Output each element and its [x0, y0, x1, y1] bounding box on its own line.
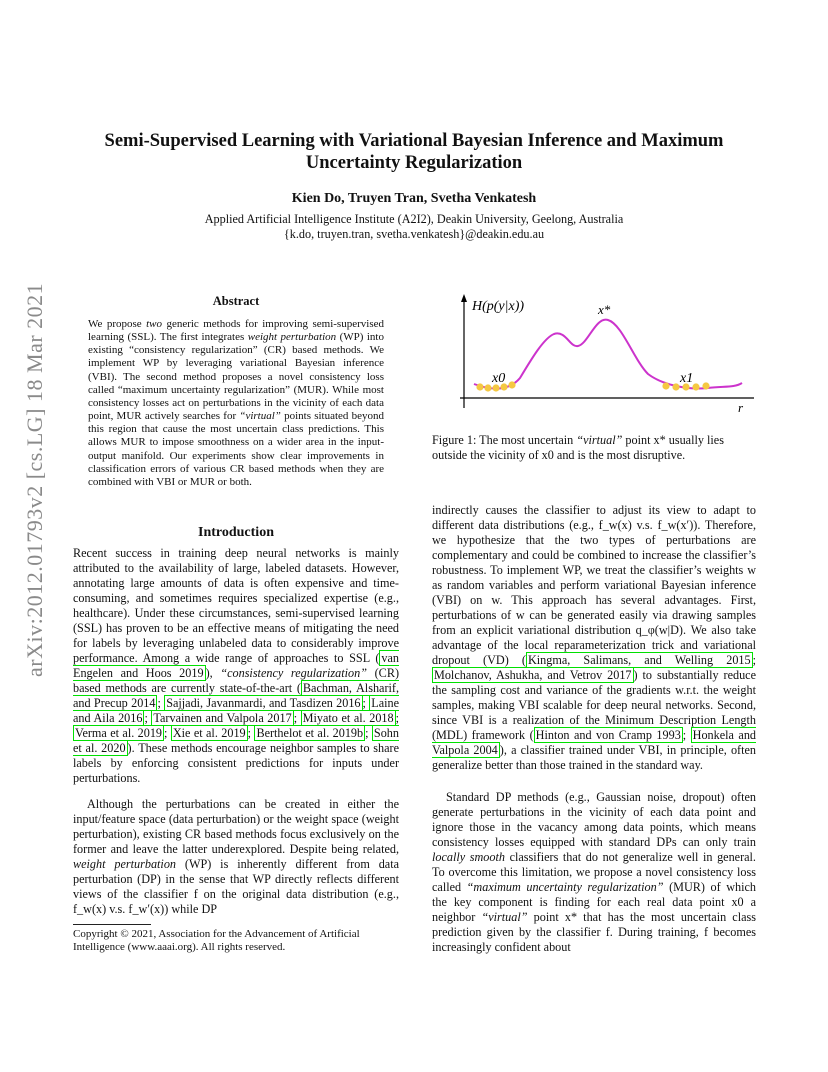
figure-1-caption: [432, 433, 756, 463]
text-seg: (CR) based methods are currently state-of-the-art (: [73, 666, 399, 695]
text-seg: (MUR) of which the key component is finding for each real data point x0 a neighbor: [432, 880, 756, 924]
text-seg: indirectly causes the classifier to adjust its view to adapt to different data distributions (e.g., f_w(x) v.s. f_w(x′)). Therefore, we hypothesize that the two types of perturbations are complementary and could be combined to increase the classifier’s robustness. To implement WP, we treat the classifier’s weights w as random variables and perform variational Bayesian inference (VBI) on w. This approach has several advantages. First, perturbations of w can be generated easily via drawing samples from an explicit variational distribution q_φ(w|D). We also take advantage of the local reparameterization trick and variational dropout (VD) (: [432, 503, 756, 667]
abstract-seg: We propose: [88, 318, 147, 330]
footnote-rule: [73, 924, 151, 925]
abstract-seg: (WP) into existing “consistency regularization” (CR) based methods. We implement WP by leveraging variational Bayesian inference (VBI). The second method proposes a novel consistency loss called “maximum uncertainty regularization” (MUR). While most consistency losses act on perturbations in the vicinity of each data point, MUR actively searches for: [88, 331, 384, 423]
copyright-notice: Copyright © 2021, Association for the Advancement of Artificial Intelligence (www.aaai.org). All rights reserved.: [73, 928, 360, 953]
label-x0: x0: [492, 371, 506, 386]
text-seg: ;: [247, 726, 255, 740]
text-seg: point x* that has the most uncertain class prediction given by the classifier f. During training, f becomes increasingly confident about: [432, 910, 756, 954]
emphasis: weight perturbation: [73, 857, 177, 871]
data-points: [476, 381, 709, 391]
abstract-emphasis: two: [146, 318, 162, 330]
citation-link[interactable]: Honkela and Valpola 2004: [432, 728, 757, 757]
data-point: [508, 381, 515, 388]
citation-link[interactable]: Bachman, Alsharif, and Precup 2014: [73, 681, 399, 710]
intro-paragraph-2: [73, 797, 399, 917]
text-seg: ;: [682, 728, 691, 742]
y-axis-arrow: [461, 294, 467, 302]
affiliation-block: [70, 212, 758, 242]
data-point: [702, 382, 709, 389]
citation-link[interactable]: Berthelot et al. 2019b: [256, 726, 364, 740]
figure-1: [450, 290, 760, 420]
label-x1: x1: [680, 371, 694, 386]
text-seg: ;: [752, 653, 756, 667]
caption-seg: point x* usually lies outside the vicinity of x0 and is the most disruptive.: [432, 433, 724, 462]
text-seg: (WP) is inherently different from data perturbation (DP) in the sense that WP directly reflects different views of the classifier f on the original data distribution (e.g., f_w(x) v.s. f_w′(x)) while DP: [73, 857, 399, 916]
abstract-text: [88, 318, 384, 489]
emphasis: “virtual”: [481, 910, 528, 924]
abstract-emphasis: “virtual”: [239, 410, 281, 423]
arxiv-stamp: [22, 282, 52, 677]
y-axis-label: H(p(y|x)): [472, 299, 525, 314]
citation-link[interactable]: van Engelen and Hoos 2019: [73, 651, 399, 680]
emails: {k.do, truyen.tran, svetha.venkatesh}@deakin.edu.au: [283, 227, 545, 241]
citation-link[interactable]: Hinton and von Cramp 1993: [535, 728, 681, 742]
arxiv-stamp-text: arXiv:2012.01793v2 [cs.LG] 18 Mar 2021: [22, 282, 47, 677]
abstract-emphasis: weight perturbation: [247, 331, 337, 344]
right-paragraph-2: [432, 790, 756, 955]
citation-link[interactable]: Xie et al. 2019: [172, 726, 246, 740]
intro-paragraph-1: [73, 546, 399, 786]
text-seg: classifiers that do not generalize well in general. To overcome this limitation, we propose a novel consistency loss called: [432, 850, 756, 894]
data-point: [476, 383, 483, 390]
citation-link[interactable]: Sohn et al. 2020: [73, 726, 399, 755]
paper-title: [70, 130, 758, 174]
text-seg: ;: [293, 711, 301, 725]
text-seg: ;: [365, 726, 372, 740]
data-point: [672, 383, 679, 390]
text-seg: ), a classifier trained under VBI, in principle, often generalize better than those trained in the standard way.: [432, 743, 756, 772]
data-point: [662, 382, 669, 389]
abstract-seg: points situated beyond this region that cause the most uncertain class predictions. This allows MUR to impose smoothness on a wider area in the input-output manifold. Our experiments show clear improvements in classification errors of various CR based methods when they are combined with VBI or MUR or both.: [88, 410, 384, 488]
text-seg: ;: [157, 696, 165, 710]
data-point: [692, 383, 699, 390]
text-seg: ;: [164, 726, 171, 740]
text-seg: Although the perturbations can be created in either the input/feature space (data perturbation) or the weight space (weight perturbation), existing CR based methods focus exclusively on the former and leave the latter underexplored. Despite being related,: [73, 797, 399, 856]
text-seg: ;: [144, 711, 152, 725]
entropy-curve: [474, 320, 742, 389]
citation-link[interactable]: Laine and Aila 2016: [73, 696, 399, 725]
citation-link[interactable]: Tarvainen and Valpola 2017: [153, 711, 292, 725]
text-seg: ) to substantially reduce the sampling cost and variance of the gradients w.r.t. the weight samples, making VBI scalable for deep neural networks. Second, since VBI is a realization of the Minimum Description Length (MDL) framework (: [432, 668, 756, 742]
authors: Kien Do, Truyen Tran, Svetha Venkatesh: [291, 191, 537, 206]
text-seg: Standard DP methods (e.g., Gaussian noise, dropout) often generate perturbations in the vicinity of each data point and ignore those in the vacancy among data points, which means consistency losses equipped with standard DPs can only train: [432, 790, 756, 849]
emphasis: “maximum uncertainty regularization”: [466, 880, 664, 894]
text-seg: ). These methods encourage neighbor samples to share labels by enforcing consistent predictions for inputs under perturbations.: [73, 741, 400, 785]
emphasis: “consistency regularization”: [220, 666, 367, 680]
title-line-1: Semi-Supervised Learning with Variational Bayesian Inference and Maximum: [104, 131, 724, 151]
title-line-2: Uncertainty Regularization: [305, 153, 523, 173]
caption-seg: Figure 1: The most uncertain: [432, 433, 577, 447]
data-point: [484, 384, 491, 391]
text-seg: Recent success in training deep neural networks is mainly attributed to the availability of large, labeled datasets. However, annotating large amounts of data is often expensive and time-consuming, and sometimes requires specialized expertise (e.g., healthcare). Under these circumstances, semi-supervised learning (SSL) has proven to be an effective means of mitigating the need for labels by leveraging unlabeled data to considerably improve performance. Among a wide range of approaches to SSL (: [73, 546, 399, 665]
caption-emphasis: “virtual”: [576, 433, 623, 447]
right-paragraph-1: [432, 503, 756, 773]
citation-link[interactable]: Sajjadi, Javanmardi, and Tasdizen 2016: [166, 696, 361, 710]
emphasis: locally smooth: [432, 850, 505, 864]
abstract-heading: Abstract: [212, 294, 260, 308]
citation-link[interactable]: Miyato et al. 2018: [302, 711, 394, 725]
affiliation: Applied Artificial Intelligence Institute (A2I2), Deakin University, Geelong, Australia: [204, 212, 624, 226]
text-seg: ;: [362, 696, 370, 710]
citation-link[interactable]: Molchanov, Ashukha, and Vetrov 2017: [434, 668, 632, 682]
x-axis-label: r: [738, 400, 744, 415]
text-seg: ),: [205, 666, 221, 680]
citation-link[interactable]: Verma et al. 2019: [75, 726, 163, 740]
text-seg: ;: [395, 711, 399, 725]
introduction-heading: Introduction: [198, 525, 274, 540]
label-xstar: x*: [598, 302, 611, 317]
abstract-seg: generic methods for improving semi-supervised learning (SSL). The first integrates: [88, 318, 384, 344]
citation-link[interactable]: Kingma, Salimans, and Welling 2015: [527, 653, 751, 667]
